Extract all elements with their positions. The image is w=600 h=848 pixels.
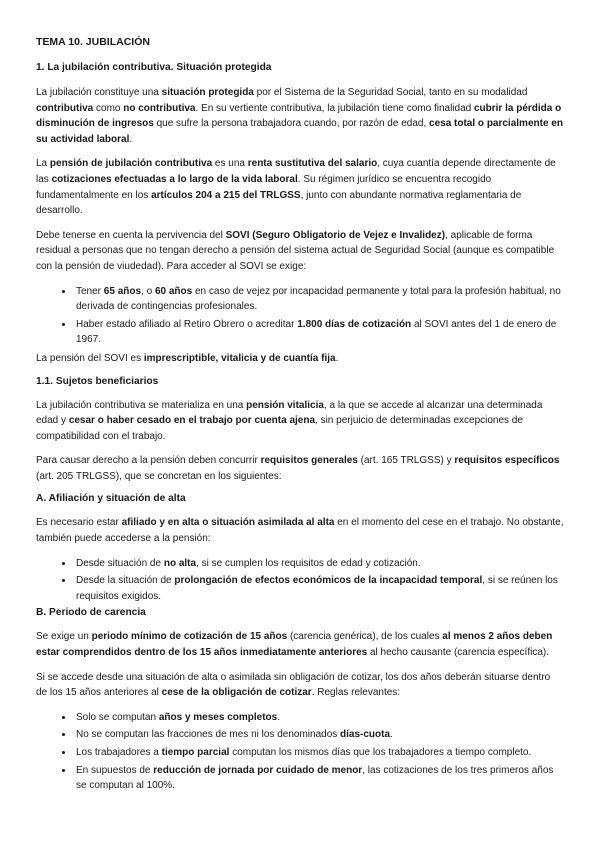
text-run: , las cotizaciones de los tres primeros años se computan al 100%. [76,764,554,792]
bold-text: 60 años [154,285,193,297]
text-run: Si se accede desde una situación de alta o asimilada sin obligación de cotizar, los dos años deberán situarse dentro de los 15 años anteriores al [36,671,551,699]
list-item [74,284,564,315]
sovi-requirements-list [36,284,564,348]
text-run: , o [141,285,155,297]
text-run: en caso de vejez por incapacidad permanente y total para la profesión habitual, no derivada de contingencias profesionales. [76,285,561,313]
bold-text: tiempo parcial [161,747,230,758]
bold-text: cesa total o parcialmente en su actividad laboral [36,118,563,145]
text-run: Tener [76,285,104,297]
text-run: . [390,729,393,741]
text-run: . [277,711,280,723]
bold-text: situación protegida [161,87,254,98]
text-run: al SOVI antes del 1 de enero de 1967. [76,318,557,346]
bold-text: requisitos generales [260,455,358,467]
bold-text: renta sustitutiva del salario [247,158,378,170]
paragraph-requisitos [36,453,564,484]
text-run: . Reglas relevantes: [311,687,401,699]
text-run: Debe tenerse en cuenta la pervivencia del [36,229,226,241]
text-run: , aplicable de forma residual a personas que no tengan derecho a pensión del sistema actual de Seguridad Social (aunque es compatible con la pensión de viudedad). Para acceder al SOVI se exige: [36,229,555,272]
alta-exceptions-list [36,556,564,605]
text-run: , si se reúnen los requisitos exigidos. [76,575,558,602]
bold-text: pensión vitalicia [246,399,324,411]
text-run: , sin perjuicio de determinadas excepciones de compatibilidad con el trabajo. [36,415,523,442]
text-run: por el Sistema de la Seguridad Social, tanto en su modalidad [253,87,528,98]
text-run: al hecho causante (carencia específica). [367,647,549,659]
bold-text: prolongación de efectos económicos de la incapacidad temporal [174,575,483,587]
bold-text: 1.800 días de cotización [297,318,412,330]
bold-text: SOVI (Seguro Obligatorio de Vejez e Invalidez) [225,229,446,241]
list-item [74,710,564,726]
bold-text: cesar o haber cesado en el trabajo por cuenta ajena [68,415,316,427]
text-run: Se exige un [36,631,92,643]
bold-text: afiliado y en alta o situación asimilada al alta [121,517,335,529]
text-run: como [93,102,124,114]
bold-text: reducción de jornada por cuidado de menor [153,764,363,776]
reglas-list [36,710,564,794]
text-run: La jubilación constituye una [36,87,162,98]
text-run: que sufre la persona trabajadora cuando, por razón de edad, [153,118,430,130]
text-run: (art. 205 TRLGSS), que se concretan en los siguientes: [36,470,282,482]
bold-text: años y meses completos [158,711,278,723]
text-run: computan los mismos días que los trabajadores a tiempo completo. [229,747,532,758]
list-item [74,317,564,348]
paragraph-reglas [36,670,564,701]
text-run: Para causar derecho a la pensión deben concurrir [36,455,261,467]
text-run: , cuya cuantía depende directamente de las [36,158,556,185]
paragraph-sovi [36,228,564,275]
text-run: , si se cumplen los requisitos de edad y cotización. [196,557,421,569]
bold-text: cubrir la pérdida o disminución de ingresos [36,102,562,130]
text-run: . Su régimen jurídico se encuentra recogido fundamentalmente en los [36,173,492,201]
text-run: . [129,133,133,145]
section-a-heading: A. Afiliación y situación de alta [36,493,186,505]
text-run: Desde situación de [76,557,164,569]
paragraph-sovi-caracteristicas [36,351,564,367]
paragraph-situacion-protegida [36,85,564,147]
bold-text: al menos 2 años deben estar comprendidos dentro de los 15 años inmediatamente anteriores [36,631,553,659]
document-title: TEMA 10. JUBILACIÓN [36,36,150,48]
bold-text: no contributiva [123,102,196,114]
paragraph-pension-contributiva [36,156,564,218]
text-run: (art. 165 TRLGSS) y [357,455,455,467]
text-run: Es necesario estar [36,517,122,529]
text-run: La pensión del SOVI es [36,352,144,364]
paragraph-pension-vitalicia [36,398,564,445]
text-run: (carencia genérica), de los cuales [287,631,443,643]
text-run: No se computan las fracciones de mes ni los denominados [76,729,341,741]
bold-text: artículos 204 a 215 del TRLGSS [151,189,301,201]
text-run: . En su vertiente contributiva, la jubilación tiene como finalidad [195,102,474,114]
text-run: En supuestos de [76,764,154,776]
bold-text: imprescriptible, vitalicia y de cuantía fija [143,352,336,364]
bold-text: pensión de jubilación contributiva [49,158,213,170]
text-run: Haber estado afiliado al Retiro Obrero o acreditar [76,318,298,330]
text-run: La [36,158,50,170]
text-run: La jubilación contributiva se materializa en una [36,399,247,411]
paragraph-periodo-minimo [36,629,564,660]
paragraph-afiliacion-alta [36,515,564,546]
list-item [74,556,564,572]
section-b-heading: B. Periodo de carencia [36,607,146,619]
section-1-1-heading: 1.1. Sujetos beneficiarios [36,375,159,387]
list-item [74,727,564,743]
text-run: Solo se computan [76,711,159,723]
section-1-heading: 1. La jubilación contributiva. Situación protegida [36,62,272,73]
text-run: es una [212,158,248,170]
list-item [74,573,564,604]
bold-text: no alta [163,557,197,569]
bold-text: requisitos específicos [454,455,560,467]
bold-text: cotizaciones efectuadas a lo largo de la vida laboral [51,173,298,185]
text-run: Desde la situación de [76,575,175,587]
bold-text: contributiva [36,102,94,114]
bold-text: 65 años [103,285,142,297]
bold-text: periodo mínimo de cotización de 15 años [91,631,288,643]
bold-text: cese de la obligación de cotizar [161,687,312,699]
text-run: , a la que se accede al alcanzar una determinada edad y [36,399,543,427]
text-run: en el momento del cese en el trabajo. No obstante, también puede accederse a la pensión: [36,517,564,545]
list-item [74,745,564,761]
text-run: . [335,352,339,364]
list-item [74,763,564,794]
text-run: Los trabajadores a [76,747,162,758]
bold-text: días-cuota [340,729,391,741]
text-run: , junto con abundante normativa reglamentaria de desarrollo. [36,189,522,217]
